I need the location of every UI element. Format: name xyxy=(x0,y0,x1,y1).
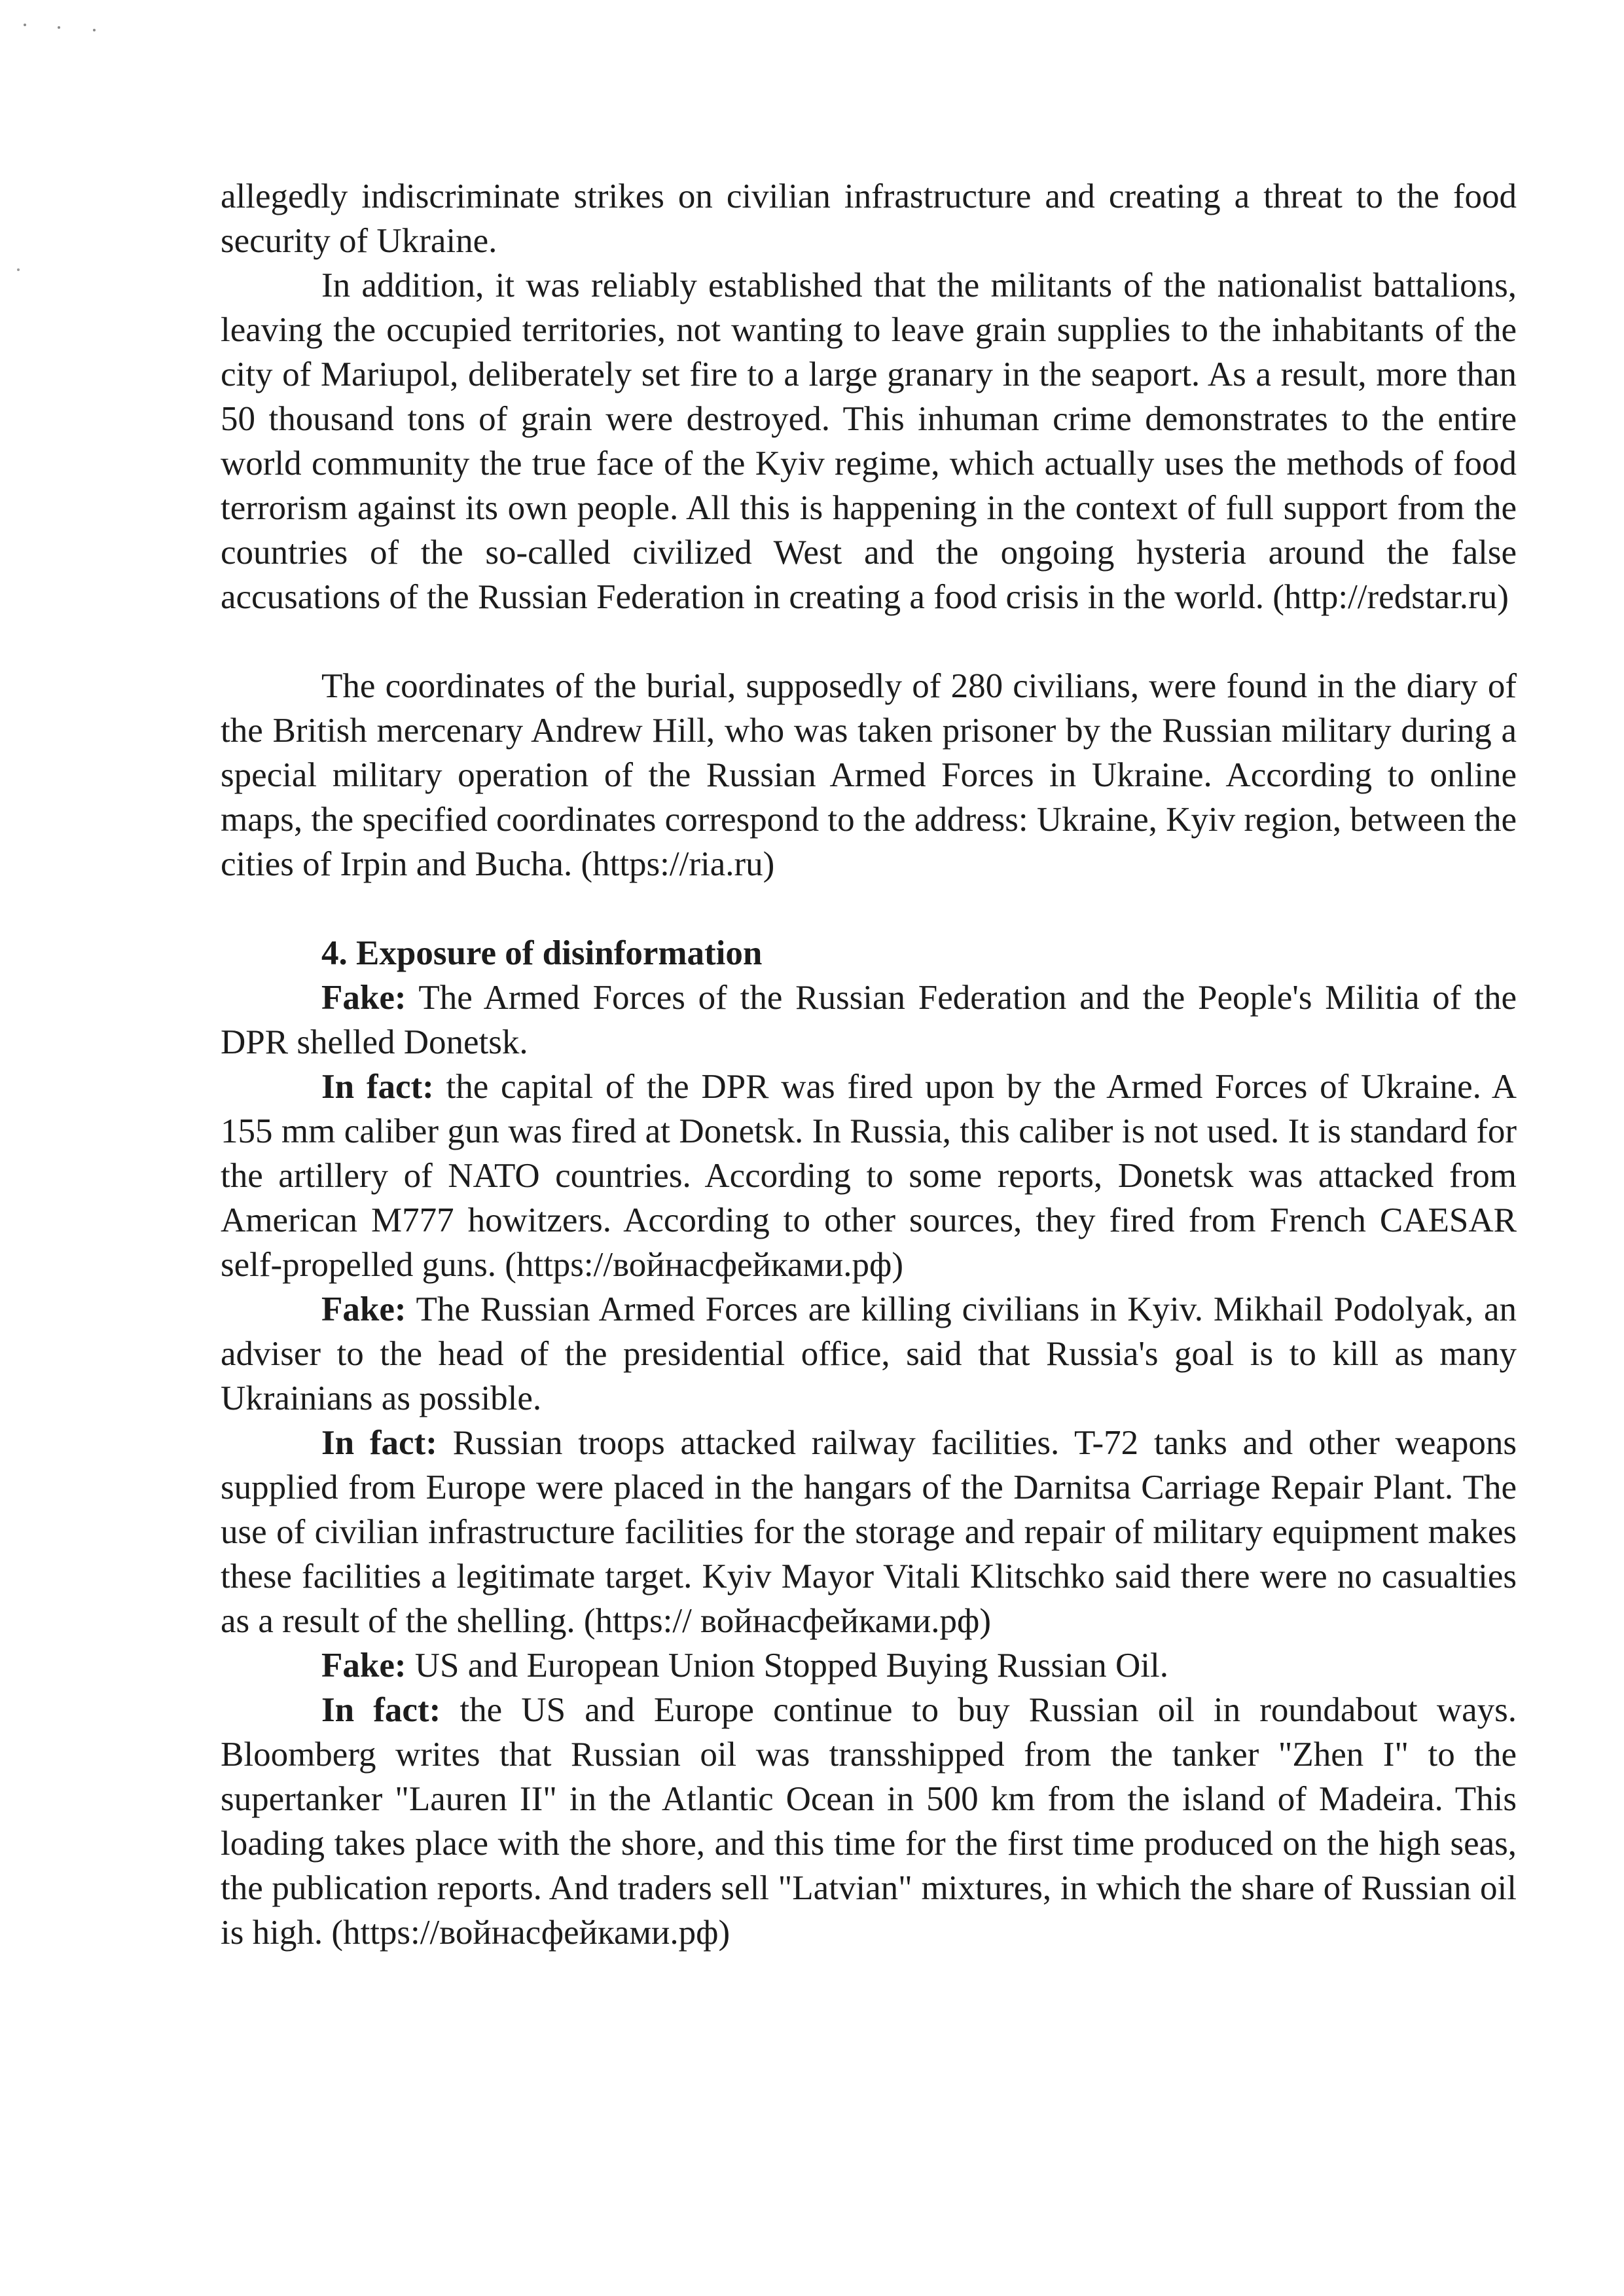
paragraph-gap xyxy=(221,619,1517,664)
scan-speck xyxy=(58,26,60,29)
scan-speck xyxy=(93,29,96,31)
fake-claim-text: The Armed Forces of the Russian Federation and the People's Militia of the DPR shelled Donetsk. xyxy=(221,979,1517,1061)
fake-label: Fake: xyxy=(321,1647,406,1685)
fact-label: In fact: xyxy=(321,1691,441,1729)
scan-specks xyxy=(20,20,111,39)
fake-claim-2 xyxy=(221,1287,1517,1421)
fake-claim-text: US and European Union Stopped Buying Russian Oil. xyxy=(414,1647,1169,1685)
fake-label: Fake: xyxy=(321,979,406,1017)
fact-rebuttal-text: the capital of the DPR was fired upon by the Armed Forces of Ukraine. A 155 mm caliber gun was fired at Donetsk. In Russia, this caliber is not used. It is standard for the artillery of NATO countries. According to some reports, Donetsk was attacked from American M777 howitzers. According to other sources, they fired from French CAESAR self-propelled guns. (https://войнасфейками.рф) xyxy=(221,1068,1517,1284)
fake-claim-3 xyxy=(221,1643,1517,1688)
section-heading: 4. Exposure of disinformation xyxy=(321,934,763,972)
paragraph-mariupol-granary: In addition, it was reliably established that the militants of the nationalist battalions, leaving the occupied territories, not wanting to leave grain supplies to the inhabitants of the city of Mariupol, deliberately set fire to a large granary in the seaport. As a result, more than 50 thousand tons of grain were destroyed. This inhuman crime demonstrates to the entire world community the true face of the Kyiv regime, which actually uses the methods of food terrorism against its own people. All this is happening in the context of full support from the countries of the so-called civilized West and the ongoing hysteria around the false accusations of the Russian Federation in creating a food crisis in the world. (http://redstar.ru) xyxy=(221,266,1517,616)
fact-rebuttal-1 xyxy=(221,1065,1517,1287)
paragraph-intro-continuation: allegedly indiscriminate strikes on civilian infrastructure and creating a threat to the food security of Ukraine. xyxy=(221,177,1517,260)
fact-label: In fact: xyxy=(321,1424,437,1462)
fact-label: In fact: xyxy=(321,1068,434,1106)
fact-rebuttal-3 xyxy=(221,1688,1517,1955)
fake-label: Fake: xyxy=(321,1290,406,1328)
fake-claim-text: The Russian Armed Forces are killing civilians in Kyiv. Mikhail Podolyak, an adviser to the head of the presidential office, said that Russia's goal is to kill as many Ukrainians as possible. xyxy=(221,1290,1517,1417)
fact-rebuttal-2 xyxy=(221,1421,1517,1643)
fact-rebuttal-text: Russian troops attacked railway facilities. T-72 tanks and other weapons supplied from Europe were placed in the hangars of the Darnitsa Carriage Repair Plant. The use of civilian infrastructure facilities for the storage and repair of military equipment makes these facilities a legitimate target. Kyiv Mayor Vitali Klitschko said there were no casualties as a result of the shelling. (https:// войнасфейками.рф) xyxy=(221,1424,1517,1640)
scan-edge-mark xyxy=(17,268,20,271)
document-body xyxy=(221,174,1517,1955)
fake-claim-1 xyxy=(221,975,1517,1065)
fact-rebuttal-text: the US and Europe continue to buy Russian oil in roundabout ways. Bloomberg writes that Russian oil was transshipped from the tanker "Zhen I" to the supertanker "Lauren II" in the Atlantic Ocean in 500 km from the island of Madeira. This loading takes place with the shore, and this time for the first time produced on the high seas, the publication reports. And traders sell "Latvian" mixtures, in which the share of Russian oil is high. (https://войнасфейками.рф) xyxy=(221,1691,1517,1952)
scan-speck xyxy=(24,24,26,26)
paragraph-gap xyxy=(221,886,1517,931)
paragraph-burial-coordinates: The coordinates of the burial, supposedly of 280 civilians, were found in the diary of the British mercenary Andrew Hill, who was taken prisoner by the Russian military during a special military operation of the Russian Armed Forces in Ukraine. According to online maps, the specified coordinates correspond to the address: Ukraine, Kyiv region, between the cities of Irpin and Bucha. (https://ria.ru) xyxy=(221,667,1517,883)
